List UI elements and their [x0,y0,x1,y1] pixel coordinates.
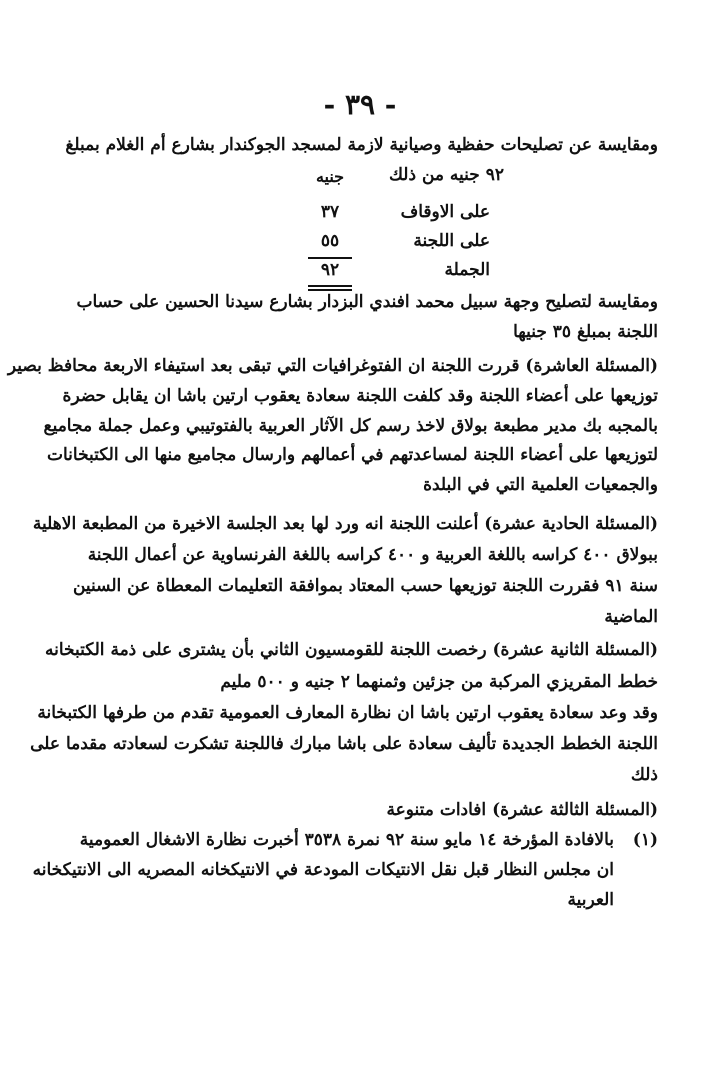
section10-line4: لتوزيعها على أعضاء اللجنة لمساعدتهم في أعمالهم وارسال مجاميع منها الى الكتبخانات [46,445,658,465]
section10-line5: والجمعيات العلمية التي في البلدة [423,475,658,495]
para1-line2: ٩٢ جنيه من ذلك [388,165,504,185]
section11-line4: الماضية [604,607,658,627]
cost-row-label: على الاوقاف [400,202,490,222]
cost-table [300,167,490,289]
section10-line3: بالمجبه بك مدير مطبعة بولاق لاخذ رسم كل الآثار العربية بالفتوتيبي وعمل جملة مجاميع [43,416,658,436]
item1-marker: (١) [632,830,658,850]
item1-line2: ان مجلس النظار قبل نقل الانتيكات المودعة في الانتيكخانه المصريه الى الانتيكخانه [32,860,614,880]
section10-line2: توزيعها على أعضاء اللجنة وقد كلفت اللجنة سعادة يعقوب ارتين باشا ان يقابل حضرة [62,386,658,406]
para1-line1: ومقايسة عن تصليحات حفظية وصيانية لازمة لمسجد الجوكندار بشارع أم الغلام بمبلغ [65,135,658,155]
cost-row-value: ٥٥ [320,231,340,251]
page-number: - ٣٩ - [323,88,397,121]
section12-line3: وقد وعد سعادة يعقوب ارتين باشا ان نظارة المعارف العمومية تقدم من طرفها الكتبخانة [37,703,658,723]
section12-line4: اللجنة الخطط الجديدة تأليف سعادة على باشا مبارك فاللجنة تشكرت لسعادته مقدما على [30,734,658,754]
section13-heading: (المسئلة الثالثة عشرة) افادات متنوعة [386,800,658,820]
cost-table-row [300,202,490,231]
section12-line2: خطط المقريزي المركبة من جزئين وثمنهما ٢ جنيه و ٥٠٠ مليم [220,672,658,692]
cost-table-unit-header: جنيه [315,167,345,186]
cost-row-label: الجملة [444,260,490,280]
cost-row-value: ٩٢ [320,260,340,280]
section12-line1: (المسئلة الثانية عشرة) رخصت اللجنة للقومسيون الثاني بأن يشترى على ذمة الكتبخانه [44,640,658,660]
cost-row-label: على اللجنة [413,231,490,251]
para2-line2: اللجنة بمبلغ ٣٥ جنيها [513,322,658,342]
sum-rule [308,257,352,259]
section11-line1: (المسئلة الحادية عشرة) أعلنت اللجنة انه ورد لها بعد الجلسة الاخيرة من المطبعة الاهلية [32,514,658,534]
section10-line1: (المسئلة العاشرة) قررت اللجنة ان الفتوغرافيات التي تبقى بعد استيفاء الاربعة محافظ بصير [7,356,658,376]
item1-line1: بالافادة المؤرخة ١٤ مايو سنة ٩٢ نمرة ٣٥٣٨ أخبرت نظارة الاشغال العمومية [79,830,614,850]
para2-line1: ومقايسة لتصليح وجهة سبيل محمد افندي البزدار بشارع سيدنا الحسين على حساب [76,292,658,312]
double-rule-top [308,285,352,287]
section11-line2: ببولاق ٤٠٠ كراسه باللغة العربية و ٤٠٠ كراسه باللغة الفرنساوية عن أعمال اللجنة [87,545,658,565]
cost-table-header-row [300,167,490,202]
item1-line3: العربية [567,890,614,910]
cost-row-value: ٣٧ [320,202,340,222]
section12-line5: ذلك [630,765,658,785]
cost-table-row [300,231,490,260]
section11-line3: سنة ٩١ فقررت اللجنة توزيعها حسب المعتاد بموافقة التعليمات المعطاة عن السنين [72,576,658,596]
